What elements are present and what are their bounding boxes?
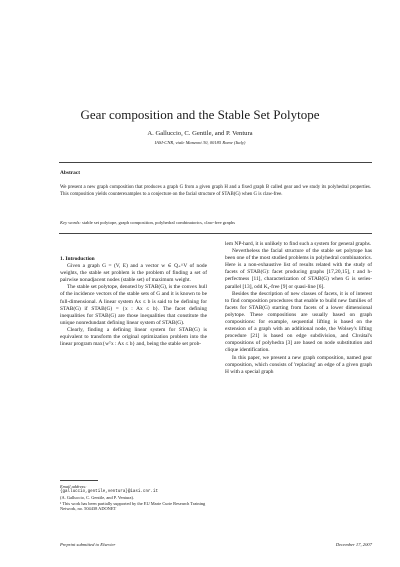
paragraph: Clearly, finding a defining linear system for STAB(G) is equivalent to transform the original optimization problem into the linear program max{wᵀx : Ax ≤ b} and, being the stable set prob-	[60, 326, 207, 348]
keywords-label: Key words:	[60, 220, 81, 225]
abstract-heading: Abstract	[60, 170, 81, 176]
preprint-note: Preprint submitted to Elsevier	[60, 542, 116, 547]
support-footnote: ¹ This work has been partially supported by the EU Marie Curie Research Training Network, no. 504438 ADONET	[60, 500, 206, 512]
paragraph: lem NP-hard, it is unlikely to find such a system for general graphs.	[225, 241, 372, 247]
email-address: {galluccio,gentile,ventura}@iasi.cnr.it	[60, 489, 159, 494]
date: December 17, 2007	[335, 542, 372, 547]
paragraph: Given a graph G = (V, E) and a vector w ∈ Q₊^V of node weights, the stable set problem is the problem of finding a set of pairwise nonadjacent nodes (stable set) of maximum weight.	[60, 263, 207, 284]
paper-title: Gear composition and the Stable Set Polytope	[80, 107, 320, 122]
footnote-rule	[60, 480, 98, 481]
email-label: Email address:	[60, 484, 87, 489]
paragraph: Besides the description of new classes of facets, it is of interest to find composition procedures that enable to build new families of facets for STAB(G) starting from facets of a lower dimensional polytope. These compositions are usually based on graph compositions: for example, sequential lifting is based on the extension of a graph with an additional node, the Wolsey's lifting procedure [21] is based on edge subdivision, and Chvátal's compositions of polyhedra [3] are based on node substitution and clique identification.	[225, 290, 372, 354]
section-heading: 1. Introduction	[60, 256, 95, 262]
abstract-text: We present a new graph composition that produces a graph G from a given graph H and a fixed graph B called gear and we study its polyhedral properties. This composition yields counterexamples to a conjecture on the facial structure of STAB(G) when G is claw-free.	[60, 185, 371, 197]
authors: A. Galluccio, C. Gentile, and P. Ventura	[147, 130, 253, 137]
right-column	[225, 241, 372, 376]
top-rule	[59, 162, 372, 163]
keywords	[60, 220, 371, 226]
email-names: (A. Galluccio, C. Gentile, and P. Ventura).	[60, 495, 135, 501]
keywords-text: stable set polytope, graph composition, polyhedral combinatorics, claw-free graphs	[82, 220, 235, 225]
affiliation: IASI-CNR, viale Manzoni 30, 00185 Rome (Italy)	[154, 140, 246, 145]
paragraph: In this paper, we present a new graph composition, named gear composition, which consists of 'replacing' an edge of a given graph H with a special graph	[225, 354, 372, 375]
bottom-rule	[59, 233, 372, 234]
footnotes	[60, 484, 210, 512]
paragraph: Nevertheless the facial structure of the stable set polytope has been one of the most studied problems in polyhedral combinatorics. Here is a non-exhaustive list of results related with the study of facets of STAB(G): facet producing graphs [17,20,15], t and h-perfectness [11], characterization of STAB(G) when G is series-parallel [13], odd K₄-free [9] or quasi-line [6].	[225, 248, 372, 290]
left-column	[60, 256, 207, 348]
paragraph: The stable set polytope, denoted by STAB(G), is the convex hull of the incidence vectors of the stable sets of G and it is known to be full-dimensional. A linear system Ax ≤ b is said to be defining for STAB(G) if STAB(G) = {x : Ax ≤ b}. The facet defining inequalities for STAB(G) are those inequalities that constitute the unique nonredundant defining linear system of STAB(G).	[60, 284, 207, 326]
